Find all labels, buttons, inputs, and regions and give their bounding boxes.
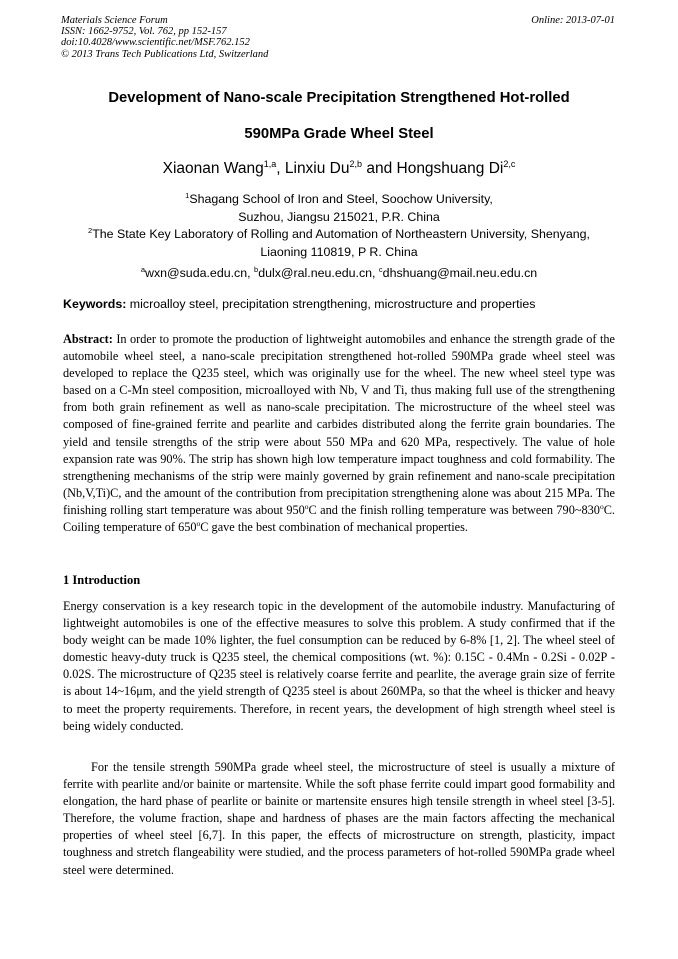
affiliation-2-sup: 2 <box>88 226 93 235</box>
degree-sup-2: o <box>599 501 604 511</box>
journal-header <box>61 15 617 60</box>
doi-line: doi:10.4028/www.scientific.net/MSF.762.152 <box>61 37 250 49</box>
journal-name: Materials Science Forum <box>61 15 168 26</box>
affiliation-2-line-1: The State Key Laboratory of Rolling and Automation of Northeastern University, Shenyang, <box>92 227 590 241</box>
affiliation-1-line-1: Shagang School of Iron and Steel, Soochow University, <box>189 192 493 206</box>
abstract-text-2: C and the finish rolling temperature was between 790~830 <box>308 502 600 517</box>
author-1-sup: 1,a <box>263 159 277 169</box>
email-a-sup: a <box>140 265 145 274</box>
author-sep-1: , <box>276 160 285 177</box>
issn-line: ISSN: 1662-9752, Vol. 762, pp 152-157 <box>61 26 227 38</box>
author-1: Xiaonan Wang <box>162 160 264 177</box>
affiliation-2 <box>20 222 658 261</box>
copyright-line: © 2013 Trans Tech Publications Ltd, Switzerland <box>61 48 269 60</box>
abstract-text-3: C. Coiling temperature of 650 <box>63 502 615 535</box>
paper-title-line-1: Development of Nano-scale Precipitation Strengthened Hot-rolled <box>108 90 570 106</box>
abstract-label: Abstract: <box>63 332 113 346</box>
paper-title-line-2: 590MPa Grade Wheel Steel <box>244 126 434 142</box>
affiliation-1-sup: 1 <box>185 191 190 200</box>
intro-paragraph-1: Energy conservation is a key research topic in the development of the automobile industry. Manufacturing of lightweight automobiles is one of the effective measures to solve this problem. A study confirmed that if the body weight can be made 10% lighter, the fuel consumption can be reduced by 6-8% [1, 2]. The wheel steel of domestic heavy-duty truck is Q235 steel, the chemical compositions (wt. %): 0.15C - 0.4Mn - 0.2Si - 0.02P - 0.02S. The microstructure of Q235 steel is relatively coarse ferrite and pearlite, the average grain size of ferrite is about 14~16μm, and the yield strength of Q235 steel is about 260MPa, so that the wheel is thicker and heavy to meet the property requirements. Therefore, in recent years, the development of high strength wheel steel is being widely conducted. <box>63 599 615 733</box>
email-c[interactable]: dhshuang@mail.neu.edu.cn <box>382 266 538 280</box>
email-list <box>20 265 658 280</box>
author-sep-2: and <box>362 160 397 177</box>
author-3: Hongshuang Di <box>396 160 504 177</box>
abstract-text-4: C gave the best combination of mechanical properties. <box>200 520 468 535</box>
email-c-sup: c <box>378 265 383 274</box>
email-a[interactable]: wxn@suda.edu.cn, <box>145 266 255 280</box>
abstract <box>63 331 615 536</box>
author-2-sup: 2,b <box>349 159 363 169</box>
author-3-sup: 2,c <box>503 159 516 169</box>
online-date: Online: 2013-07-01 <box>531 15 615 26</box>
affiliation-1-line-2: Suzhou, Jiangsu 215021, P.R. China <box>238 210 440 224</box>
keywords-text: microalloy steel, precipitation strengthening, microstructure and properties <box>126 297 536 311</box>
abstract-text-1: In order to promote the production of lightweight automobiles and enhance the strength grade of the automobile wheel steel, a nano-scale precipitation strengthened hot-rolled 590MPa grade wheel steel was developed to replace the Q235 steel, which was originally use for the wheel. The new wheel steel type was based on a C-Mn steel composition, microalloyed with Nb, V and Ti, thus making full use of the strengthening from both grain refinement as well as nano-scale precipitation. The microstructure of the wheel steel was composed of fine-grained ferrite and pearlite and carbides distributed along the ferrite grain boundaries. The yield and tensile strengths of the strip were about 550 MPa and 620 MPa, respectively. The value of hole expansion rate was 90%. The strip has shown high low temperature impact toughness and cold formability. The strengthening mechanisms of the strip were mainly governed by grain refinement and nano-scale precipitation (Nb,V,Ti)C, and the amount of the contribution from precipitation strengthening alone was about 215 MPa. The finishing rolling start temperature was about 950 <box>63 332 615 517</box>
keywords <box>63 297 619 311</box>
affiliation-2-line-2: Liaoning 110819, P R. China <box>260 245 418 259</box>
intro-paragraph-2: For the tensile strength 590MPa grade wheel steel, the microstructure of steel is usually a mixture of ferrite with pearlite and/or bainite or martensite. While the soft phase ferrite could impart good formability and elongation, the hard phase of pearlite or bainite or martensite ensures high tensile strength in wheel steel [3-5]. Therefore, the volume fraction, shape and hardness of phases are the main factors affecting the mechanical properties of wheel steel [6,7]. In this paper, the effects of microstructure on strength, plasticity, impact toughness and stretch flangeability were studied, and the process parameters of hot-rolled 590MPa grade wheel steel were determined. <box>63 760 615 877</box>
author-2: Linxiu Du <box>284 160 350 177</box>
keywords-label: Keywords: <box>63 297 127 311</box>
degree-sup-1: o <box>304 501 309 511</box>
email-b[interactable]: dulx@ral.neu.edu.cn, <box>258 266 379 280</box>
section-heading-introduction: 1 Introduction <box>63 573 141 587</box>
degree-sup-3: o <box>196 519 201 529</box>
author-list <box>40 159 638 178</box>
affiliation-1 <box>20 187 658 226</box>
email-b-sup: b <box>254 265 259 274</box>
